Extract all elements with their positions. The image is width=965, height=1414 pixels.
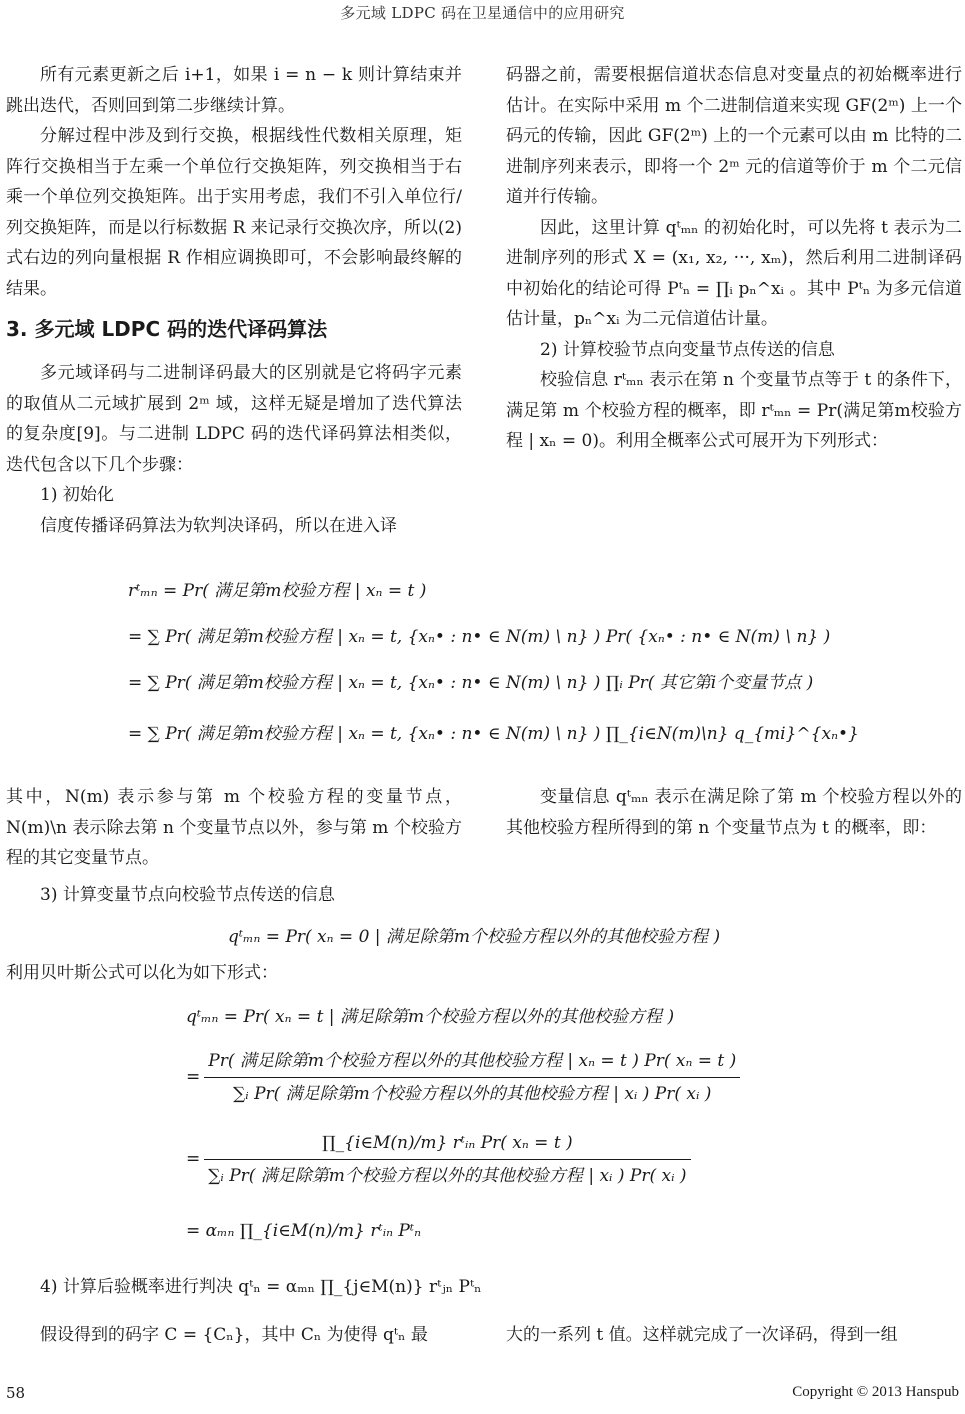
equation-bayes-line-3: = $\frac{\text{∏\_\{i∈M(n)/m\} rᵗᵢₙ Pr( xₙ = t )}}{\text{∑ᵢ Pr( 满足除第m个校验方程以外的其他校验方程 | xᵢ ) Pr( xᵢ )}}$ — [186, 1114, 744, 1204]
bayes-fraction-1-denominator: ∑ᵢ Pr( 满足除第m个校验方程以外的其他校验方程 | xᵢ ) Pr( xᵢ ) — [233, 1083, 712, 1104]
left-paragraph-2: 分解过程中涉及到行交换，根据线性代数相关原理，矩阵行交换相当于左乘一个单位行交换矩阵，列交换相当于右乘一个单位列交换矩阵。出于实用考虑，我们不引入单位行/列交换矩阵，而是以行标数据 R 来记录行交换次序，所以(2)式右边的列向量根据 R 作相应调换即可，不会影响最终解的结果。 — [6, 126, 462, 299]
equation-bayes-line-1: qᵗₘₙ = Pr( xₙ = t | 满足除第m个校验方程以外的其他校验方程 ) — [186, 1007, 675, 1027]
equation-check-message — [128, 568, 859, 762]
page-number: 58 — [6, 1384, 26, 1402]
equation-bayes — [186, 994, 744, 1258]
right-paragraph-2: 因此，这里计算 qᵗₘₙ 的初始化时，可以先将 t 表示为二进制序列的形式 X = (x₁, x₂, ···, xₘ)，然后利用二进制译码中初始化的结论可得 Pᵗₙ = ∏ᵢ pₙ^xᵢ 。其中 Pᵗₙ 为多元信道估计量，pₙ^xᵢ 为二元信道估计量。 — [506, 217, 962, 329]
left-column-bottom — [6, 1320, 462, 1351]
left-column-top — [6, 60, 462, 541]
bayes-fraction-2-numerator: ∏_{i∈M(n)/m} rᵗᵢₙ Pr( xₙ = t ) — [204, 1130, 690, 1160]
variable-message-explanation: 变量信息 qᵗₘₙ 表示在满足除了第 m 个校验方程以外的其他校验方程所得到的第 n 个变量节点为 t 的概率，即： — [506, 787, 962, 838]
left-paragraph-1: 所有元素更新之后 i+1，如果 i = n − k 则计算结束并跳出迭代，否则回到第二步继续计算。 — [6, 65, 462, 116]
step-4-block — [6, 1272, 962, 1303]
right-column-mid — [506, 782, 962, 843]
left-paragraph-4: 信度传播译码算法为软判决译码，所以在进入译 — [40, 515, 397, 536]
bayes-fraction-1 — [204, 1048, 740, 1107]
equation-r-line-3: = ∑ Pr( 满足第m校验方程 | xₙ = t, {xₙ• : n• ∈ N(m) \ n} ) ∏ᵢ Pr( 其它第i个变量节点 ) — [128, 673, 814, 693]
right-column-top — [506, 60, 962, 457]
copyright-notice: Copyright © 2013 Hanspub — [792, 1384, 959, 1400]
left-column-mid — [6, 782, 462, 910]
right-paragraph-1: 码器之前，需要根据信道状态信息对变量点的初始概率进行估计。在实际中采用 m 个二进制信道来实现 GF(2ᵐ) 上一个码元的传输，因此 GF(2ᵐ) 上的一个元素可以由 m 比特的二进制序列来表示，即将一个 2ᵐ 元的信道等价于 m 个二元信道并行传输。 — [506, 65, 962, 207]
equation-bayes-line-2: = $\frac{\text{Pr( 满足除第m个校验方程以外的其他校验方程 | xₙ = t ) Pr( xₙ = t )}}{\text{∑ᵢ Pr( 满足除第m个校验方程以外的其他校验方程 | xᵢ ) Pr( xᵢ )}}$ — [186, 1040, 744, 1114]
bayes-fraction-2-denominator: ∑ᵢ Pr( 满足除第m个校验方程以外的其他校验方程 | xᵢ ) Pr( xᵢ ) — [208, 1165, 687, 1186]
step-1-heading: 1) 初始化 — [40, 485, 114, 505]
bayes-fraction-1-numerator: Pr( 满足除第m个校验方程以外的其他校验方程 | xₙ = t ) Pr( xₙ = t ) — [204, 1048, 740, 1078]
step-3-heading: 3) 计算变量节点向校验节点传送的信息 — [40, 884, 335, 905]
bayes-intro-line — [6, 958, 962, 989]
right-paragraph-3: 校验信息 rᵗₘₙ 表示在第 n 个变量节点等于 t 的条件下，满足第 m 个校验方程的概率，即 rᵗₘₙ = Pr(满足第m校验方程 | xₙ = 0)。利用全概率公式可展开为下列形式： — [506, 370, 962, 451]
codeword-sentence-end: 大的一系列 t 值。这样就完成了一次译码，得到一组 — [506, 1325, 898, 1345]
step-4-heading: 4) 计算后验概率进行判决 qᵗₙ = αₘₙ ∏_{j∈M(n)} rᵗⱼₙ Pᵗₙ — [40, 1277, 482, 1297]
equation-r-line-1: rᵗₘₙ = Pr( 满足第m校验方程 | xₙ = t ) — [128, 581, 427, 601]
equation-variable-message — [228, 914, 720, 960]
codeword-sentence-start: 假设得到的码字 C = {Cₙ}，其中 Cₙ 为使得 qᵗₙ 最 — [40, 1325, 428, 1345]
step-2-heading: 2) 计算校验节点向变量节点传送的信息 — [540, 339, 835, 360]
equation-q-line: qᵗₘₙ = Pr( xₙ = 0 | 满足除第m个校验方程以外的其他校验方程 ) — [228, 927, 721, 947]
right-column-bottom — [506, 1320, 962, 1351]
section-3-title: 3. 多元域 LDPC 码的迭代译码算法 — [6, 317, 328, 341]
running-header: 多元域 LDPC 码在卫星通信中的应用研究 — [340, 4, 625, 22]
equation-r-line-4: = ∑ Pr( 满足第m校验方程 | xₙ = t, {xₙ• : n• ∈ N(m) \ n} ) ∏_{i∈N(m)\n} q_{mi}^{xₙ•} — [128, 724, 859, 744]
left-paragraph-3: 多元域译码与二进制译码最大的区别就是它将码字元素的取值从二元域扩展到 2ᵐ 域，这样无疑是增加了迭代算法的复杂度[9]。与二进制 LDPC 码的迭代译码算法相类似，迭代包含以下几个步骤： — [6, 363, 462, 475]
bayes-intro-text: 利用贝叶斯公式可以化为如下形式： — [6, 963, 278, 983]
bayes-fraction-2 — [204, 1130, 690, 1189]
equation-bayes-line-4: = αₘₙ ∏_{i∈M(n)/m} rᵗᵢₙ Pᵗₙ — [186, 1221, 421, 1241]
neighbor-set-explanation: 其中，N(m) 表示参与第 m 个校验方程的变量节点，N(m)\n 表示除去第 n 个变量节点以外，参与第 m 个校验方程的其它变量节点。 — [6, 787, 462, 868]
equation-r-line-2: = ∑ Pr( 满足第m校验方程 | xₙ = t, {xₙ• : n• ∈ N(m) \ n} ) Pr( {xₙ• : n• ∈ N(m) \ n} ) — [128, 627, 831, 647]
